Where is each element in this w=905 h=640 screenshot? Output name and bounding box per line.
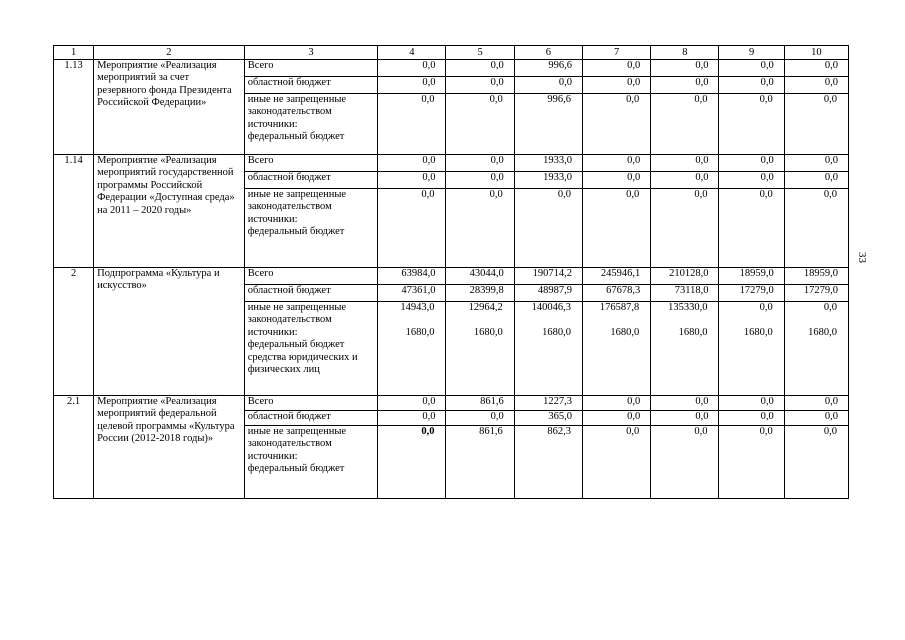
value: 0,0	[421, 94, 435, 105]
value-cell: 0,0	[378, 396, 446, 411]
value-cell: 0,0	[719, 411, 784, 426]
value-cell: 0,0	[446, 155, 514, 172]
value-cell: 0,0	[651, 396, 719, 411]
value-cell	[719, 426, 784, 499]
source-cell	[244, 302, 378, 396]
value: 0,0	[823, 94, 837, 105]
value-cell	[514, 189, 582, 268]
value-cell	[651, 302, 719, 396]
value-cell	[446, 189, 514, 268]
value: 0,0	[694, 94, 708, 105]
value-cell	[651, 189, 719, 268]
value-cell: 0,0	[784, 155, 848, 172]
value-cell: 0,0	[582, 411, 650, 426]
value-cell: 0,0	[719, 155, 784, 172]
source-cell	[244, 172, 378, 189]
value-cell: 0,0	[446, 77, 514, 94]
value-cell: 0,0	[719, 77, 784, 94]
value: 0,0	[421, 189, 435, 200]
table-row	[54, 396, 849, 411]
source-sublabel: федеральный бюджет	[247, 463, 345, 475]
value-cell: 0,0	[514, 77, 582, 94]
value: 1680,0	[678, 326, 708, 338]
value-cell: 1933,0	[514, 172, 582, 189]
value-cell: 0,0	[378, 77, 446, 94]
value-cell	[582, 189, 650, 268]
source-label: иные не запрещенные законодательством источники:	[247, 426, 347, 462]
value-cell: 67678,3	[582, 285, 650, 302]
value: 1680,0	[405, 326, 435, 338]
source-cell	[244, 189, 378, 268]
value-cell: 0,0	[651, 172, 719, 189]
value-cell: 0,0	[784, 172, 848, 189]
source-cell	[244, 411, 378, 426]
header-cell: 5	[446, 46, 514, 60]
source-cell	[244, 94, 378, 155]
value: 0,0	[557, 189, 571, 200]
header-cell: 10	[784, 46, 848, 60]
value: 0,0	[489, 189, 503, 200]
value: 0,0	[626, 189, 640, 200]
spacer	[586, 314, 647, 326]
table-row	[54, 60, 849, 77]
source-label: Всего	[247, 155, 274, 166]
value: 1680,0	[743, 326, 773, 338]
value-cell	[446, 426, 514, 499]
value-cell: 365,0	[514, 411, 582, 426]
value-cell	[719, 302, 784, 396]
spacer	[722, 314, 780, 326]
value-cell	[378, 302, 446, 396]
source-label: областной бюджет	[247, 77, 331, 88]
source-label: Всего	[247, 396, 274, 407]
source-cell	[244, 60, 378, 77]
source-label: областной бюджет	[247, 411, 331, 422]
source-cell	[244, 77, 378, 94]
value: 0,0	[759, 189, 773, 200]
value-cell: 190714,2	[514, 268, 582, 285]
value: 1680,0	[808, 326, 837, 338]
value-cell: 0,0	[582, 396, 650, 411]
value-cell: 18959,0	[719, 268, 784, 285]
value: 862,3	[547, 426, 571, 437]
value: 0,0	[694, 189, 708, 200]
value: 0,0	[823, 426, 837, 437]
value-cell	[446, 94, 514, 155]
header-cell: 1	[54, 46, 94, 60]
value-cell: 17279,0	[784, 285, 848, 302]
table-row	[54, 155, 849, 172]
value-cell: 28399,8	[446, 285, 514, 302]
source-label: областной бюджет	[247, 285, 331, 296]
value-cell: 0,0	[378, 411, 446, 426]
value-cell: 43044,0	[446, 268, 514, 285]
source-sublabel: средства юридических и физических лиц	[247, 351, 358, 376]
item-code-cell: 1.14	[54, 155, 94, 268]
value-cell	[514, 94, 582, 155]
value-cell	[378, 94, 446, 155]
value: 0,0	[759, 94, 773, 105]
value-cell	[582, 426, 650, 499]
value-cell: 63984,0	[378, 268, 446, 285]
value-cell: 0,0	[651, 155, 719, 172]
budget-table	[53, 45, 849, 499]
value: 12964,2	[468, 302, 503, 313]
value-cell	[378, 426, 446, 499]
value-cell: 0,0	[719, 60, 784, 77]
header-cell: 2	[94, 46, 245, 60]
header-row	[54, 46, 849, 60]
value: 1680,0	[610, 326, 640, 338]
spacer	[518, 314, 579, 326]
item-name-cell: Подпрограмма «Культура и искусство»	[94, 268, 245, 396]
source-label: иные не запрещенные законодательством источники:	[247, 94, 347, 130]
value-cell: 0,0	[378, 172, 446, 189]
page-number: 33	[856, 252, 868, 263]
value: 1680,0	[473, 326, 503, 338]
source-label: Всего	[247, 268, 274, 279]
value: 135330,0	[668, 302, 708, 313]
value-cell: 1933,0	[514, 155, 582, 172]
value-cell: 17279,0	[719, 285, 784, 302]
value-cell: 996,6	[514, 60, 582, 77]
value: 14943,0	[400, 302, 435, 313]
value-cell: 0,0	[719, 172, 784, 189]
value: 0,0	[823, 302, 837, 313]
header-cell: 3	[244, 46, 378, 60]
header-cell: 6	[514, 46, 582, 60]
value-cell: 0,0	[378, 60, 446, 77]
value: 0,0	[694, 426, 708, 437]
value-cell: 0,0	[446, 60, 514, 77]
value-cell: 210128,0	[651, 268, 719, 285]
value-cell: 0,0	[651, 411, 719, 426]
value-cell: 73118,0	[651, 285, 719, 302]
value-cell	[784, 302, 848, 396]
value-cell	[784, 426, 848, 499]
value-cell: 1227,3	[514, 396, 582, 411]
value: 0,0	[759, 302, 773, 313]
value-cell: 0,0	[378, 155, 446, 172]
source-sublabel: федеральный бюджет	[247, 131, 345, 143]
header-cell: 4	[378, 46, 446, 60]
value: 176587,8	[599, 302, 640, 313]
value-cell: 47361,0	[378, 285, 446, 302]
value-cell	[582, 94, 650, 155]
value-cell: 0,0	[651, 60, 719, 77]
value-cell	[582, 302, 650, 396]
value-cell: 18959,0	[784, 268, 848, 285]
value-cell	[378, 189, 446, 268]
value: 0,0	[489, 94, 503, 105]
value: 861,6	[479, 426, 503, 437]
source-label: областной бюджет	[247, 172, 331, 183]
value-cell	[784, 94, 848, 155]
source-cell	[244, 426, 378, 499]
item-name-cell: Мероприятие «Реализация мероприятий государственной программы Российской Федерации «Доступная среда» на 2011 – 2020 годы»	[94, 155, 245, 268]
source-label: иные не запрещенные законодательством источники:	[247, 189, 347, 225]
value-cell	[784, 189, 848, 268]
source-label: иные не запрещенные законодательством источники:	[247, 302, 347, 338]
item-name-cell: Мероприятие «Реализация мероприятий за счет резервного фонда Президента Российской Федерации»	[94, 60, 245, 155]
value-cell: 0,0	[784, 411, 848, 426]
value-cell: 0,0	[651, 77, 719, 94]
value-cell: 0,0	[784, 396, 848, 411]
source-label: Всего	[247, 60, 274, 71]
value-cell: 0,0	[784, 77, 848, 94]
item-code-cell: 1.13	[54, 60, 94, 155]
value-cell	[446, 302, 514, 396]
value: 0,0	[626, 426, 640, 437]
spacer	[654, 314, 715, 326]
value-cell: 0,0	[582, 172, 650, 189]
item-code-cell: 2.1	[54, 396, 94, 499]
value-cell: 0,0	[582, 60, 650, 77]
value-cell: 0,0	[582, 77, 650, 94]
value-cell: 245946,1	[582, 268, 650, 285]
table-row	[54, 268, 849, 285]
table-body	[54, 46, 849, 499]
spacer	[381, 314, 442, 326]
value: 996,6	[547, 94, 571, 105]
spacer	[788, 314, 845, 326]
value-cell: 0,0	[582, 155, 650, 172]
value-cell: 0,0	[784, 60, 848, 77]
value: 1680,0	[542, 326, 571, 338]
header-cell: 7	[582, 46, 650, 60]
value-cell	[514, 426, 582, 499]
value-cell	[514, 302, 582, 396]
value-cell: 0,0	[446, 172, 514, 189]
source-cell	[244, 268, 378, 285]
source-cell	[244, 396, 378, 411]
item-code-cell: 2	[54, 268, 94, 396]
value: 0,0	[626, 94, 640, 105]
value: 140046,3	[531, 302, 571, 313]
source-sublabel: федеральный бюджет	[247, 339, 345, 351]
value: 0,0	[421, 426, 435, 437]
item-name-cell: Мероприятие «Реализация мероприятий федеральной целевой программы «Культура России (2012-2018 годы)»	[94, 396, 245, 499]
value-cell	[651, 426, 719, 499]
value-cell	[719, 189, 784, 268]
value-cell: 0,0	[719, 396, 784, 411]
value: 0,0	[759, 426, 773, 437]
value-cell: 0,0	[446, 411, 514, 426]
value: 0,0	[823, 189, 837, 200]
source-cell	[244, 285, 378, 302]
source-sublabel: федеральный бюджет	[247, 226, 345, 238]
source-cell	[244, 155, 378, 172]
value-cell	[719, 94, 784, 155]
value-cell: 48987,9	[514, 285, 582, 302]
header-cell: 8	[651, 46, 719, 60]
header-cell: 9	[719, 46, 784, 60]
value-cell	[651, 94, 719, 155]
spacer	[449, 314, 510, 326]
value-cell: 861,6	[446, 396, 514, 411]
